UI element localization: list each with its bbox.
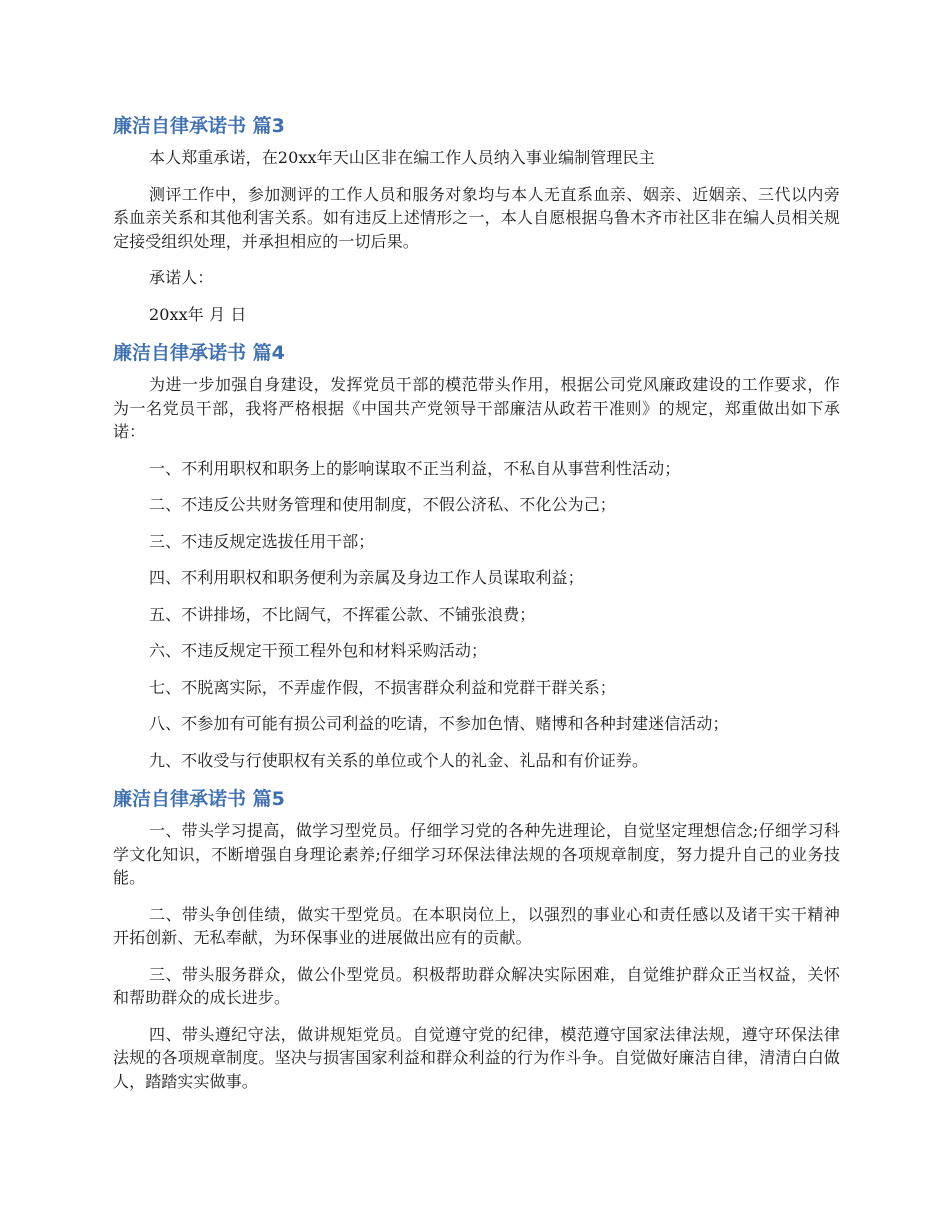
list-item: 八、不参加有可能有损公司利益的吃请，不参加色情、赌博和各种封建迷信活动； (149, 714, 729, 733)
paragraph: 二、带头争创佳绩，做实干型党员。在本职岗位上，以强烈的事业心和责任感以及诸干实干精神开拓创新、无私奉献，为环保事业的进展做出应有的贡献。 (113, 904, 840, 947)
list-item: 六、不违反规定干预工程外包和材料采购活动； (149, 641, 488, 660)
list-item: 五、不讲排场，不比阔气，不挥霍公款、不铺张浪费； (149, 604, 536, 624)
section-5 (113, 785, 840, 1093)
list-item: 二、不违反公共财务管理和使用制度，不假公济私、不化公为己； (149, 495, 616, 514)
list-item: 七、不脱离实际，不弄虚作假，不损害群众利益和党群干群关系； (149, 677, 616, 697)
section-heading: 廉洁自律承诺书 篇3 (113, 115, 285, 137)
section-heading: 廉洁自律承诺书 篇5 (113, 788, 285, 810)
paragraph: 本人郑重承诺，在20xx年天山区非在编工作人员纳入事业编制管理民主 (149, 148, 655, 167)
section-4 (113, 339, 840, 772)
section-heading: 廉洁自律承诺书 篇4 (113, 342, 285, 364)
paragraph: 三、带头服务群众，做公仆型党员。积极帮助群众解决实际困难，自觉维护群众正当权益，关怀和帮助群众的成长进步。 (113, 964, 840, 1007)
paragraph: 为进一步加强自身建设，发挥党员干部的模范带头作用，根据公司党风廉政建设的工作要求，作为一名党员干部，我将严格根据《中国共产党领导干部廉洁从政若干准则》的规定，郑重做出如下承诺： (113, 375, 840, 441)
document-page (113, 112, 840, 1106)
section-3 (113, 112, 840, 326)
paragraph: 测评工作中，参加测评的工作人员和服务对象均与本人无直系血亲、姻亲、近姻亲、三代以内旁系血亲关系和其他利害关系。如有违反上述情形之一，本人自愿根据乌鲁木齐市社区非在编人员相关规定接受组织处理，并承担相应的一切后果。 (113, 184, 840, 251)
list-item: 三、不违反规定选拔任用干部； (149, 531, 375, 551)
signature-label: 承诺人： (149, 268, 214, 287)
paragraph: 四、带头遵纪守法，做讲规矩党员。自觉遵守党的纪律，模范遵守国家法律法规，遵守环保法律法规的各项规章制度。坚决与损害国家利益和群众利益的行为作斗争。自觉做好廉洁自律，清清白白做人，踏踏实实做事。 (113, 1024, 840, 1091)
date-line: 20xx年 月 日 (149, 304, 247, 324)
list-item: 一、不利用职权和职务上的影响谋取不正当利益，不私自从事营利性活动； (149, 458, 681, 478)
list-item: 九、不收受与行使职权有关系的单位或个人的礼金、礼品和有价证券。 (149, 750, 649, 770)
list-item: 四、不利用职权和职务便利为亲属及身边工作人员谋取利益； (149, 568, 584, 587)
paragraph: 一、带头学习提高，做学习型党员。仔细学习党的各种先进理论，自觉坚定理想信念;仔细学习科学文化知识，不断增强自身理论素养;仔细学习环保法律法规的各项规章制度，努力提升自己的业务技能。 (113, 821, 840, 887)
